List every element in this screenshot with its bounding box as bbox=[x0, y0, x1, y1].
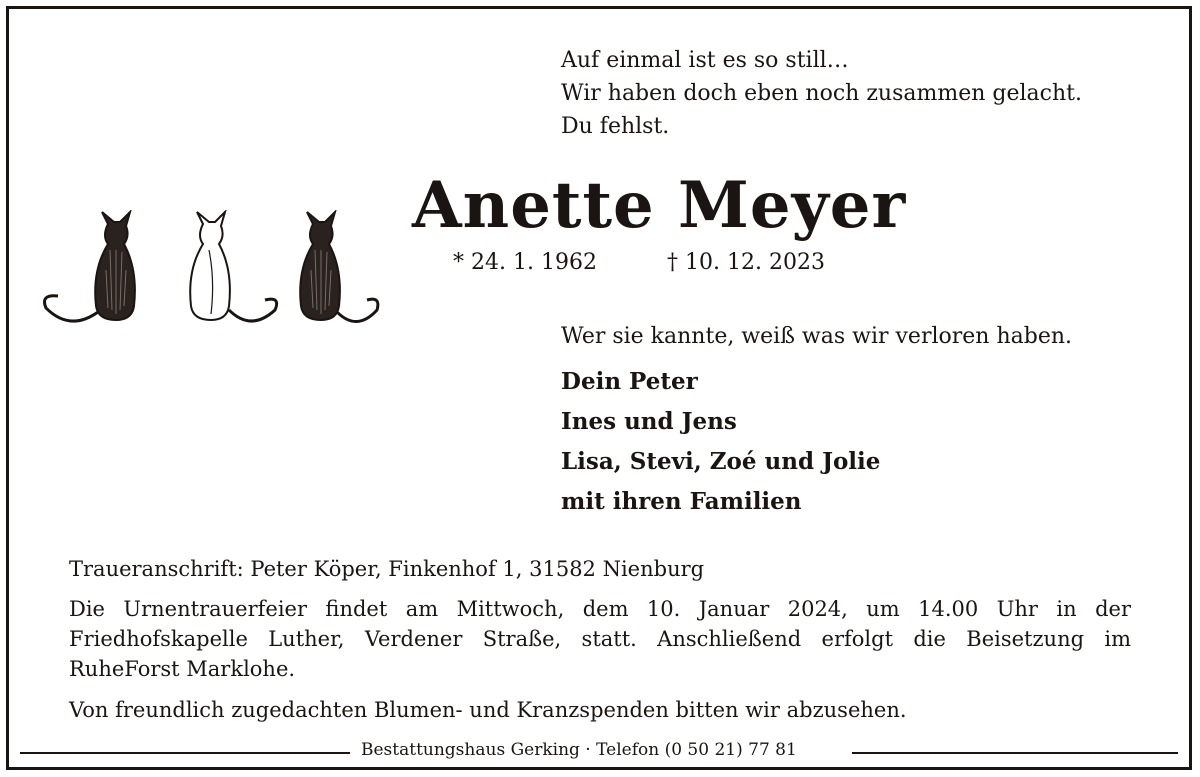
mourners-list bbox=[561, 362, 880, 522]
white-cat-icon bbox=[190, 212, 276, 321]
motto bbox=[561, 44, 1082, 143]
birth-date: * 24. 1. 1962 bbox=[453, 250, 597, 275]
motto-line-2: Wir haben doch eben noch zusammen gelacht. bbox=[561, 81, 1082, 106]
black-cat-icon bbox=[45, 212, 135, 324]
ceremony-info bbox=[69, 594, 1131, 684]
motto-line-3: Du fehlst. bbox=[561, 114, 670, 139]
ceremony-line: Die Urnentrauerfeier findet am Mittwoch, dem 10. Januar 2024, um 14.00 Uhr in der bbox=[69, 597, 1131, 621]
footer-rule-left bbox=[20, 752, 350, 754]
mourning-address: Traueranschrift: Peter Köper, Finkenhof 1, 31582 Nienburg bbox=[69, 557, 705, 581]
mourner-name: mit ihren Familien bbox=[561, 488, 802, 515]
deceased-name: Anette Meyer bbox=[412, 168, 907, 243]
death-date: † 10. 12. 2023 bbox=[667, 250, 825, 275]
mourners-intro: Wer sie kannte, weiß was wir verloren haben. bbox=[561, 324, 1072, 349]
ceremony-line: RuheForst Marklohe. bbox=[69, 657, 296, 681]
black-cat-icon bbox=[300, 212, 378, 322]
motto-line-1: Auf einmal ist es so still… bbox=[561, 48, 849, 73]
ceremony-line: Friedhofskapelle Luther, Verdener Straße, statt. Anschließend erfolgt die Beisetzung im bbox=[69, 627, 1131, 651]
footer-rule-right bbox=[852, 752, 1178, 754]
funeral-home-footer: Bestattungshaus Gerking · Telefon (0 50 21) 77 81 bbox=[355, 740, 803, 760]
mourner-name: Lisa, Stevi, Zoé und Jolie bbox=[561, 448, 881, 475]
flowers-note: Von freundlich zugedachten Blumen- und Kranzspenden bitten wir abzusehen. bbox=[69, 698, 907, 722]
mourner-name: Dein Peter bbox=[561, 368, 698, 395]
mourner-name: Ines und Jens bbox=[561, 408, 737, 435]
cats-illustration bbox=[40, 210, 380, 340]
